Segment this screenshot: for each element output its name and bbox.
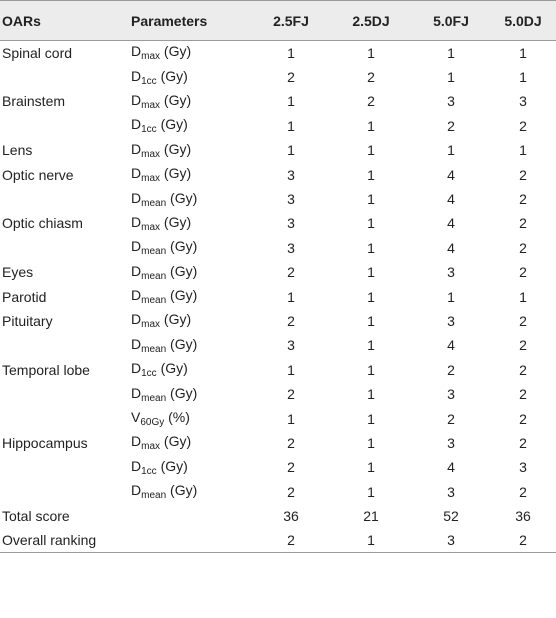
score-5-0fj-cell: 3 <box>447 386 455 403</box>
header-5-0dj: 5.0DJ <box>504 12 542 29</box>
score-2-5dj-cell: 1 <box>367 434 375 451</box>
oar-name-cell: Pituitary <box>2 312 53 329</box>
score-2-5dj-cell: 1 <box>367 44 375 61</box>
parameter-symbol: D <box>131 433 142 450</box>
parameter-symbol: D <box>131 360 142 377</box>
table-row <box>0 431 556 455</box>
score-5-0dj-cell: 36 <box>515 508 531 525</box>
score-5-0fj-cell: 4 <box>447 191 455 208</box>
score-5-0fj-cell: 4 <box>447 215 455 232</box>
score-2-5dj-cell: 1 <box>367 166 375 183</box>
parameter-unit: (Gy) <box>166 189 198 206</box>
parameter-cell <box>131 455 252 479</box>
parameter-symbol: D <box>131 165 142 182</box>
score-2-5dj-cell: 1 <box>367 288 375 305</box>
parameter-symbol: D <box>131 457 142 474</box>
table-row <box>0 528 556 552</box>
oar-name-cell <box>0 382 131 406</box>
parameter-unit: (Gy) <box>156 360 188 377</box>
score-5-0fj-cell: 3 <box>447 483 455 500</box>
parameter-symbol: D <box>131 311 142 328</box>
score-5-0fj-cell: 1 <box>447 142 455 159</box>
score-5-0dj-cell: 2 <box>519 117 527 134</box>
parameter-subscript: mean <box>141 392 167 404</box>
parameter-cell <box>131 211 252 235</box>
score-2-5dj-cell: 2 <box>367 69 375 86</box>
parameter-symbol: D <box>131 189 142 206</box>
oar-name-cell <box>0 406 131 430</box>
header-row <box>0 1 556 41</box>
score-5-0dj-cell: 1 <box>519 288 527 305</box>
oar-name-cell <box>0 333 131 357</box>
score-5-0dj-cell: 2 <box>519 483 527 500</box>
score-5-0fj-cell: 3 <box>447 434 455 451</box>
header-5-0fj: 5.0FJ <box>433 12 469 29</box>
parameter-subscript: mean <box>141 490 167 502</box>
table-row <box>0 114 556 138</box>
parameter-symbol: D <box>131 287 142 304</box>
oar-name-cell: Total score <box>2 508 70 525</box>
parameter-symbol: D <box>131 213 142 230</box>
table-row <box>0 382 556 406</box>
score-5-0fj-cell: 1 <box>447 69 455 86</box>
parameter-unit: (Gy) <box>160 213 192 230</box>
score-2-5dj-cell: 1 <box>367 532 375 549</box>
score-5-0dj-cell: 3 <box>519 459 527 476</box>
oar-name-cell: Hippocampus <box>2 434 88 451</box>
oar-name-cell: Overall ranking <box>2 532 97 549</box>
parameter-subscript: 1cc <box>141 465 157 477</box>
score-5-0dj-cell: 1 <box>519 44 527 61</box>
parameter-symbol: D <box>131 67 142 84</box>
score-2-5fj-cell: 3 <box>287 239 295 256</box>
score-5-0fj-cell: 3 <box>447 93 455 110</box>
parameter-cell <box>131 284 252 308</box>
table-row <box>0 236 556 260</box>
score-2-5dj-cell: 1 <box>367 239 375 256</box>
parameter-subscript: 1cc <box>141 75 157 87</box>
score-2-5dj-cell: 2 <box>367 93 375 110</box>
score-2-5fj-cell: 1 <box>287 361 295 378</box>
parameter-symbol: D <box>131 116 142 133</box>
parameter-unit: (Gy) <box>156 457 188 474</box>
oar-name-cell: Optic chiasm <box>2 215 83 232</box>
table-row <box>0 480 556 504</box>
score-5-0fj-cell: 1 <box>447 44 455 61</box>
parameter-subscript: max <box>141 173 161 185</box>
parameter-cell <box>131 431 252 455</box>
score-2-5fj-cell: 2 <box>287 434 295 451</box>
score-5-0fj-cell: 2 <box>447 117 455 134</box>
parameter-subscript: max <box>141 221 161 233</box>
score-2-5fj-cell: 2 <box>287 69 295 86</box>
parameter-subscript: 1cc <box>141 368 157 380</box>
parameter-cell <box>131 382 252 406</box>
score-2-5fj-cell: 1 <box>287 288 295 305</box>
parameter-subscript: max <box>141 319 161 331</box>
parameter-unit: (Gy) <box>166 335 198 352</box>
score-2-5fj-cell: 1 <box>287 142 295 159</box>
score-2-5dj-cell: 1 <box>367 264 375 281</box>
parameter-unit: (Gy) <box>160 311 192 328</box>
score-5-0dj-cell: 2 <box>519 361 527 378</box>
parameter-symbol: V <box>131 409 141 426</box>
parameter-symbol: D <box>131 482 142 499</box>
score-5-0fj-cell: 2 <box>447 410 455 427</box>
parameter-subscript: mean <box>141 343 167 355</box>
table-body <box>0 41 556 553</box>
score-5-0dj-cell: 2 <box>519 166 527 183</box>
score-2-5fj-cell: 2 <box>287 483 295 500</box>
parameter-cell <box>131 406 252 430</box>
score-5-0fj-cell: 52 <box>443 508 459 525</box>
parameter-subscript: mean <box>141 270 167 282</box>
score-2-5dj-cell: 1 <box>367 117 375 134</box>
score-2-5fj-cell: 3 <box>287 191 295 208</box>
score-2-5dj-cell: 1 <box>367 386 375 403</box>
score-5-0dj-cell: 2 <box>519 191 527 208</box>
parameter-subscript: max <box>141 99 161 111</box>
parameter-cell <box>131 309 252 333</box>
table-row <box>0 138 556 162</box>
table-row <box>0 333 556 357</box>
parameter-cell <box>131 162 252 186</box>
parameter-unit: (Gy) <box>166 384 198 401</box>
score-2-5fj-cell: 3 <box>287 215 295 232</box>
parameter-subscript: mean <box>141 295 167 307</box>
header-oars: OARs <box>2 12 41 29</box>
score-2-5fj-cell: 36 <box>283 508 299 525</box>
parameter-subscript: mean <box>141 246 167 258</box>
score-5-0fj-cell: 4 <box>447 337 455 354</box>
parameter-cell <box>131 480 252 504</box>
table-row <box>0 162 556 186</box>
oar-name-cell: Lens <box>2 142 33 159</box>
oar-name-cell: Parotid <box>2 288 47 305</box>
score-2-5fj-cell: 2 <box>287 386 295 403</box>
score-5-0dj-cell: 2 <box>519 312 527 329</box>
parameter-subscript: mean <box>141 197 167 209</box>
score-2-5dj-cell: 1 <box>367 142 375 159</box>
parameter-unit: (Gy) <box>166 287 198 304</box>
score-2-5dj-cell: 21 <box>363 508 379 525</box>
parameter-subscript: max <box>141 51 161 63</box>
score-5-0dj-cell: 2 <box>519 215 527 232</box>
score-5-0dj-cell: 2 <box>519 239 527 256</box>
table-row <box>0 406 556 430</box>
parameter-unit: (Gy) <box>166 262 198 279</box>
score-5-0fj-cell: 3 <box>447 532 455 549</box>
oar-name-cell <box>0 455 131 479</box>
score-5-0dj-cell: 2 <box>519 264 527 281</box>
parameter-cell <box>131 138 252 162</box>
parameter-cell <box>131 504 252 528</box>
parameter-unit: (%) <box>164 409 190 426</box>
parameter-symbol: D <box>131 335 142 352</box>
score-2-5dj-cell: 1 <box>367 410 375 427</box>
score-2-5fj-cell: 1 <box>287 44 295 61</box>
table-row <box>0 211 556 235</box>
score-2-5dj-cell: 1 <box>367 312 375 329</box>
score-5-0fj-cell: 3 <box>447 264 455 281</box>
score-2-5fj-cell: 2 <box>287 532 295 549</box>
score-5-0dj-cell: 2 <box>519 386 527 403</box>
table-row <box>0 455 556 479</box>
oar-name-cell <box>0 65 131 89</box>
parameter-cell <box>131 236 252 260</box>
score-5-0fj-cell: 4 <box>447 166 455 183</box>
table-row <box>0 65 556 89</box>
score-2-5dj-cell: 1 <box>367 191 375 208</box>
score-2-5fj-cell: 1 <box>287 117 295 134</box>
oar-name-cell: Spinal cord <box>2 44 73 61</box>
table-row <box>0 260 556 284</box>
parameter-cell <box>131 89 252 113</box>
table-row <box>0 309 556 333</box>
parameter-symbol: D <box>131 140 142 157</box>
score-2-5dj-cell: 1 <box>367 215 375 232</box>
score-5-0fj-cell: 1 <box>447 288 455 305</box>
score-5-0dj-cell: 2 <box>519 434 527 451</box>
header-2-5fj: 2.5FJ <box>273 12 309 29</box>
score-5-0dj-cell: 3 <box>519 93 527 110</box>
table-row <box>0 358 556 382</box>
parameter-subscript: 1cc <box>141 124 157 136</box>
score-5-0fj-cell: 4 <box>447 459 455 476</box>
parameter-symbol: D <box>131 384 142 401</box>
parameter-symbol: D <box>131 238 142 255</box>
parameter-unit: (Gy) <box>160 91 192 108</box>
score-5-0fj-cell: 4 <box>447 239 455 256</box>
score-2-5dj-cell: 1 <box>367 361 375 378</box>
oar-name-cell <box>0 187 131 211</box>
parameter-cell <box>131 187 252 211</box>
score-2-5fj-cell: 1 <box>287 410 295 427</box>
table-row <box>0 41 556 65</box>
score-2-5dj-cell: 1 <box>367 483 375 500</box>
parameter-subscript: max <box>141 441 161 453</box>
parameter-cell <box>131 333 252 357</box>
parameter-unit: (Gy) <box>160 140 192 157</box>
score-2-5fj-cell: 1 <box>287 93 295 110</box>
parameter-unit: (Gy) <box>156 116 188 133</box>
parameter-cell <box>131 260 252 284</box>
parameter-cell <box>131 65 252 89</box>
score-5-0dj-cell: 2 <box>519 337 527 354</box>
score-2-5fj-cell: 2 <box>287 312 295 329</box>
score-2-5fj-cell: 3 <box>287 337 295 354</box>
table-row <box>0 504 556 528</box>
score-5-0fj-cell: 3 <box>447 312 455 329</box>
parameter-symbol: D <box>131 43 142 60</box>
parameter-symbol: D <box>131 91 142 108</box>
parameter-unit: (Gy) <box>160 43 192 60</box>
parameter-cell <box>131 358 252 382</box>
parameter-cell <box>131 528 252 552</box>
table-row <box>0 284 556 308</box>
oar-name-cell <box>0 114 131 138</box>
score-5-0dj-cell: 2 <box>519 410 527 427</box>
score-2-5dj-cell: 1 <box>367 459 375 476</box>
table-row <box>0 89 556 113</box>
oar-name-cell: Eyes <box>2 264 34 281</box>
score-2-5fj-cell: 2 <box>287 459 295 476</box>
header-parameters: Parameters <box>131 12 208 29</box>
score-5-0dj-cell: 1 <box>519 142 527 159</box>
score-5-0dj-cell: 1 <box>519 69 527 86</box>
parameter-subscript: max <box>141 148 161 160</box>
table-header <box>0 1 556 41</box>
parameter-unit: (Gy) <box>156 67 188 84</box>
oar-name-cell: Brainstem <box>2 93 66 110</box>
parameter-cell <box>131 114 252 138</box>
score-2-5fj-cell: 3 <box>287 166 295 183</box>
parameter-subscript: 60Gy <box>140 417 165 429</box>
score-2-5dj-cell: 1 <box>367 337 375 354</box>
parameter-unit: (Gy) <box>160 165 192 182</box>
parameter-unit: (Gy) <box>166 482 198 499</box>
oar-name-cell <box>0 480 131 504</box>
parameter-symbol: D <box>131 262 142 279</box>
score-5-0fj-cell: 2 <box>447 361 455 378</box>
header-2-5dj: 2.5DJ <box>352 12 390 29</box>
table-row <box>0 187 556 211</box>
score-5-0dj-cell: 2 <box>519 532 527 549</box>
parameter-unit: (Gy) <box>166 238 198 255</box>
parameter-unit: (Gy) <box>160 433 192 450</box>
oar-name-cell: Optic nerve <box>2 166 74 183</box>
oar-name-cell <box>0 236 131 260</box>
oar-name-cell: Temporal lobe <box>2 361 90 378</box>
score-2-5fj-cell: 2 <box>287 264 295 281</box>
parameter-cell <box>131 41 252 65</box>
